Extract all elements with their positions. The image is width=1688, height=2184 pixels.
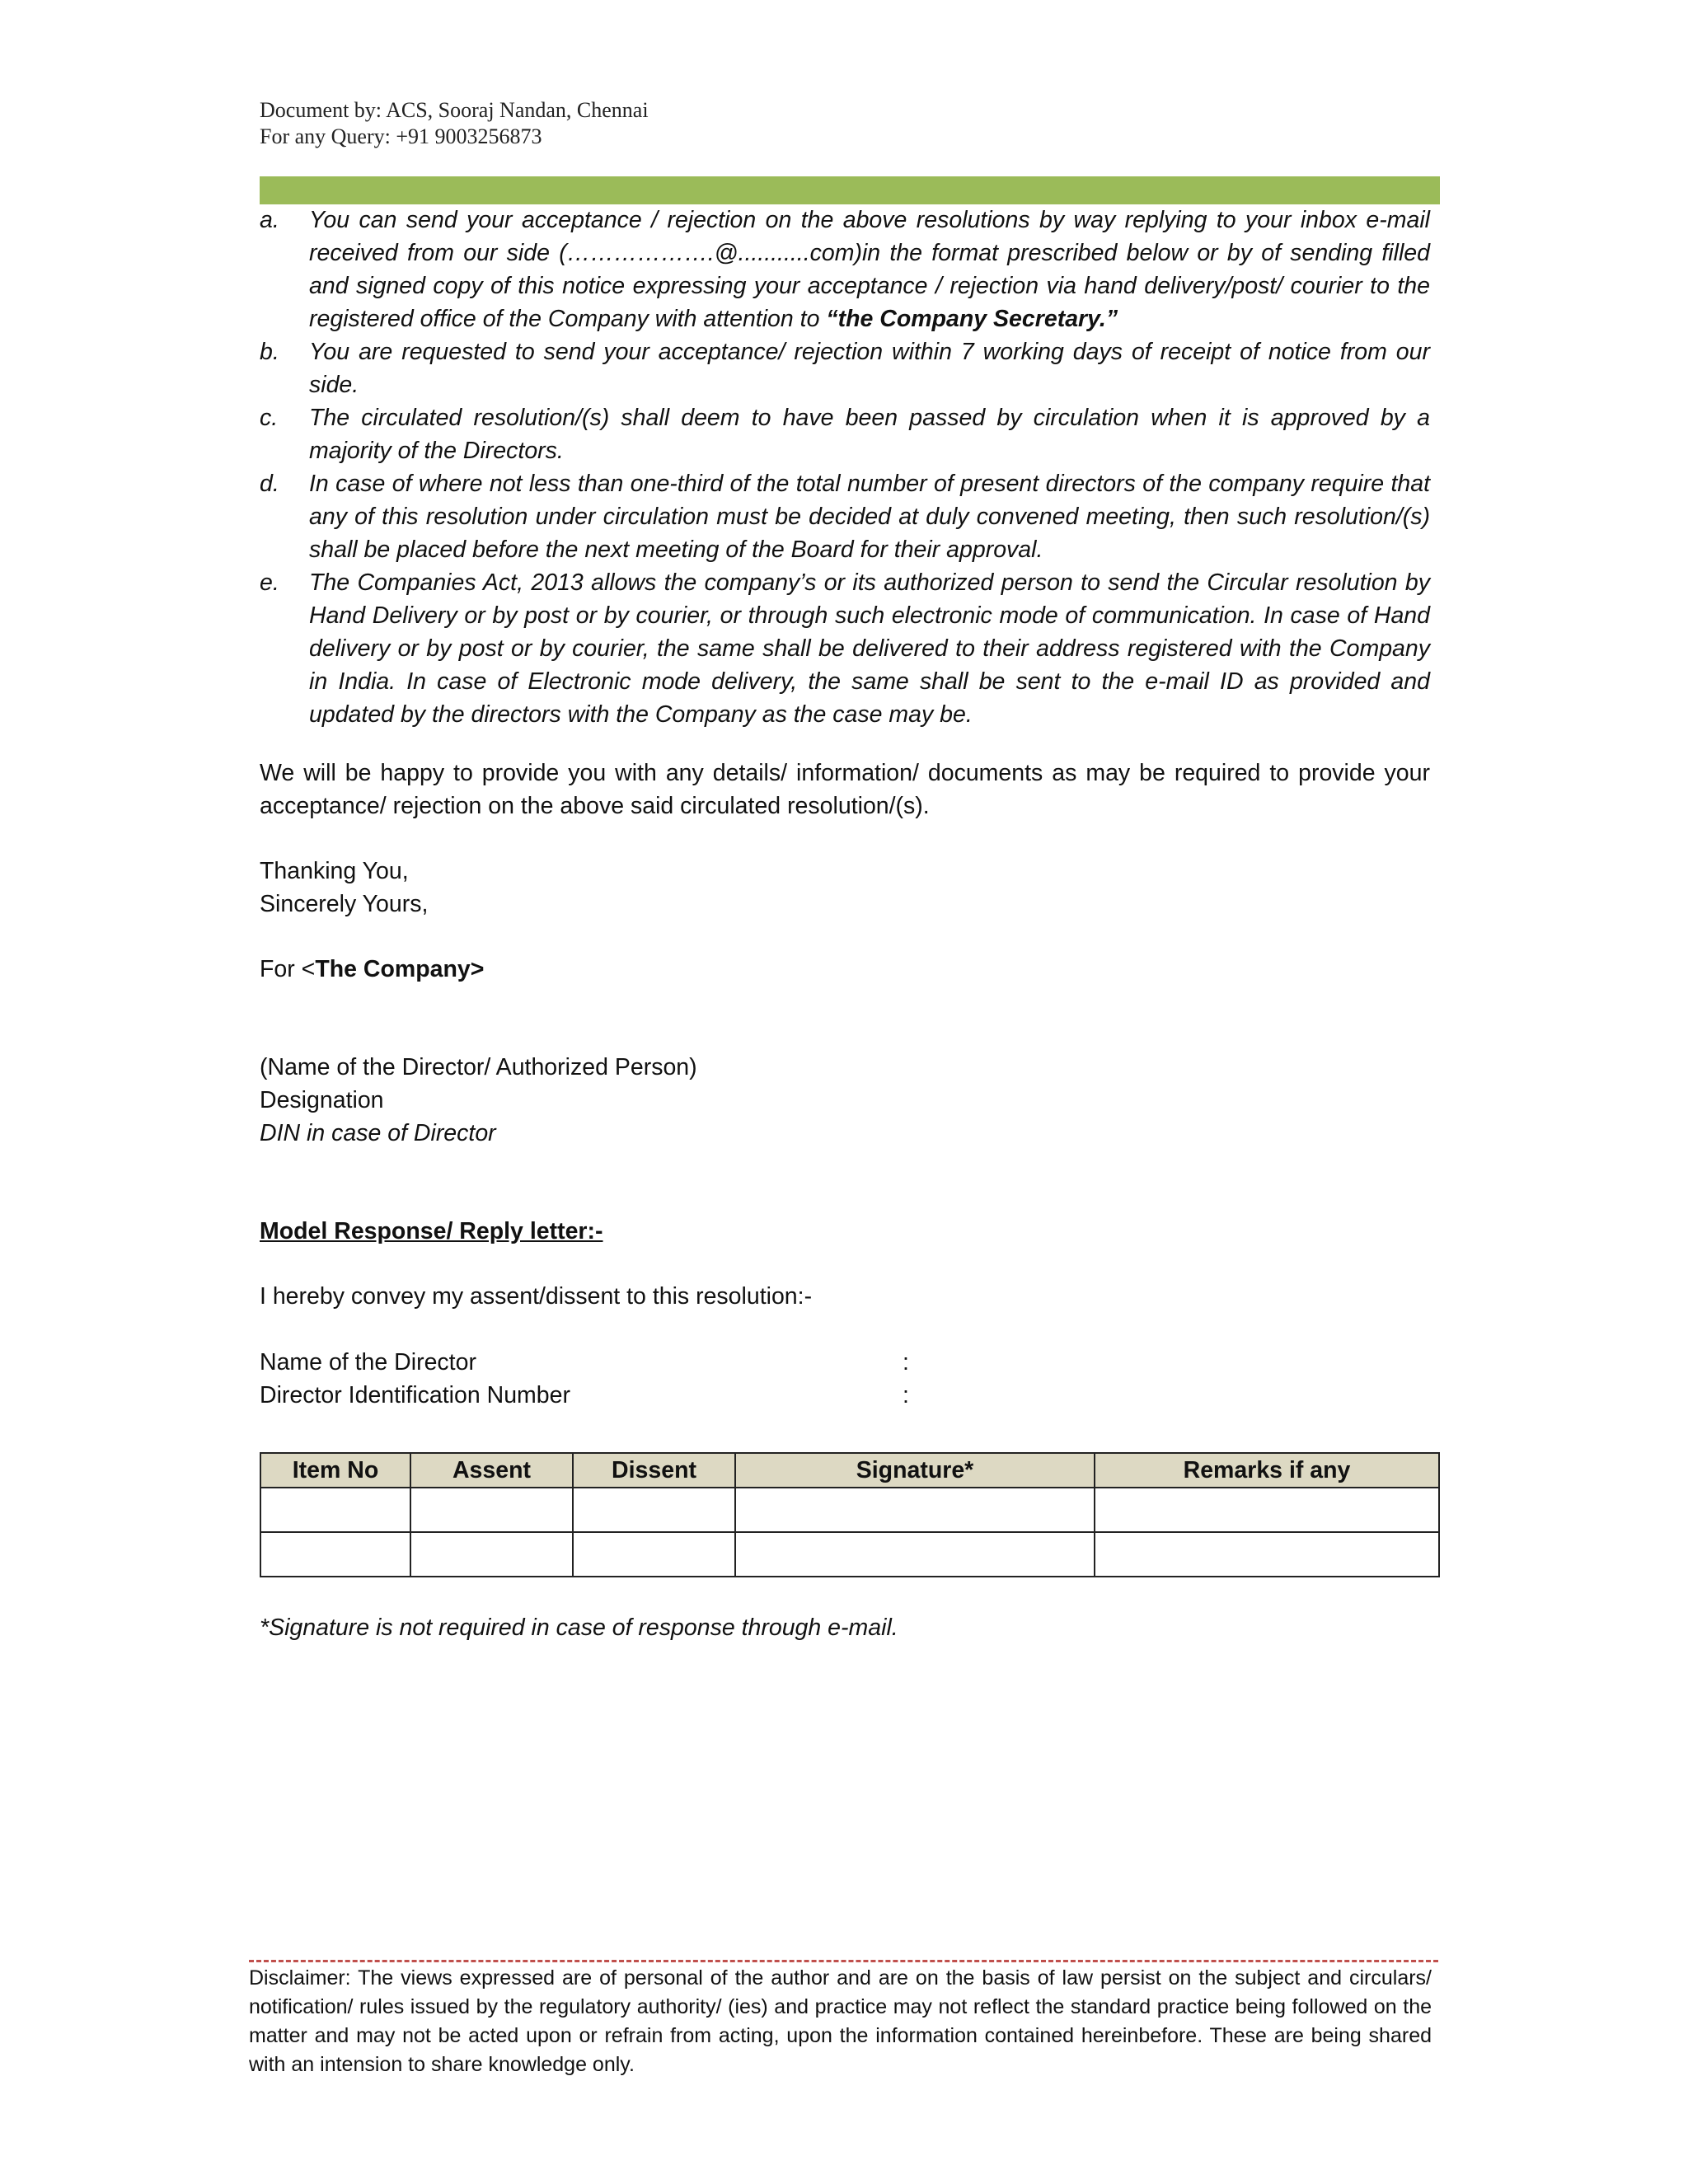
- table-cell: [260, 1488, 410, 1532]
- note-marker: e.: [260, 569, 279, 596]
- disclaimer-text: Disclaimer: The views expressed are of personal of the author and are on the basis of law persist on the subject and circulars/ notification/ rules issued by the regulatory authority/ (ies) and practice may not reflect the standard practice being followed on the matter and may not be acted upon or refrain from acting, upon the information contained hereinbefore. These are being shared with an intension to share knowledge only.: [249, 1966, 1432, 2076]
- table-cell: [573, 1532, 735, 1577]
- note-item: [260, 566, 1430, 731]
- field-colon: :: [903, 1349, 909, 1376]
- note-item: [260, 401, 1430, 467]
- query-line: For any Query: +91 9003256873: [260, 124, 542, 148]
- sincerely-line: Sincerely Yours,: [260, 891, 429, 917]
- header-assent: Assent: [410, 1453, 573, 1488]
- note-text: In case of where not less than one-third of the total number of present directors of the company require that any of this resolution under circulation must be decided at duly convened meeting, then such resolution/(s) shall be placed before the next meeting of the Board for their approval.: [309, 471, 1430, 563]
- header-item-no: Item No: [260, 1453, 410, 1488]
- note-marker: c.: [260, 405, 279, 431]
- signatory-name: (Name of the Director/ Authorized Person): [260, 1054, 697, 1080]
- document-header: [260, 97, 649, 150]
- note-text: You can send your acceptance / rejection on the above resolutions by way replying to your inbox e-mail received from our side (……………….@...........com)in the format prescribed below or by of sending filled and signed copy of this notice expressing your acceptance / rejection via hand delivery/post/ courier to the registered office of the Company with attention to: [309, 207, 1430, 332]
- header-signature: Signature*: [735, 1453, 1095, 1488]
- closing-paragraph: We will be happy to provide you with any details/ information/ documents as may be required to provide your acceptance/ rejection on the above said circulated resolution/(s).: [260, 760, 1430, 819]
- notes-list: [260, 204, 1430, 731]
- table-cell: [573, 1488, 735, 1532]
- note-marker: b.: [260, 339, 279, 365]
- table-cell: [1095, 1532, 1439, 1577]
- din-line: DIN in case of Director: [260, 1120, 496, 1146]
- table-cell: [1095, 1488, 1439, 1532]
- signature-footnote: *Signature is not required in case of response through e-mail.: [260, 1615, 898, 1641]
- din-field: [260, 1379, 909, 1412]
- response-table: [260, 1452, 1440, 1577]
- designation-line: Designation: [260, 1087, 384, 1113]
- table-cell: [410, 1488, 573, 1532]
- model-response-heading: Model Response/ Reply letter:-: [260, 1218, 603, 1244]
- author-line: Document by: ACS, Sooraj Nandan, Chennai: [260, 98, 649, 122]
- accent-bar: [260, 176, 1440, 204]
- for-company-line: [260, 953, 484, 986]
- table-cell: [735, 1532, 1095, 1577]
- header-remarks: Remarks if any: [1095, 1453, 1439, 1488]
- note-emphasis: “the Company Secretary.”: [826, 306, 1118, 332]
- director-name-field: [260, 1346, 909, 1379]
- note-marker: a.: [260, 207, 279, 233]
- header-dissent: Dissent: [573, 1453, 735, 1488]
- thanks-line: Thanking You,: [260, 858, 409, 884]
- field-colon: :: [903, 1382, 909, 1408]
- assent-line: I hereby convey my assent/dissent to this resolution:-: [260, 1283, 813, 1310]
- table-cell: [735, 1488, 1095, 1532]
- note-text: You are requested to send your acceptance/ rejection within 7 working days of receipt of notice from our side.: [309, 339, 1430, 398]
- table-cell: [410, 1532, 573, 1577]
- note-text: The Companies Act, 2013 allows the company’s or its authorized person to send the Circular resolution by Hand Delivery or by post or by courier, or through such electronic mode of communication. In case of Hand delivery or by post or by courier, the same shall be delivered to their address registered with the Company in India. In case of Electronic mode delivery, the same shall be sent to the e-mail ID as provided and updated by the directors with the Company as the case may be.: [309, 569, 1430, 728]
- table-row: [260, 1532, 1439, 1577]
- note-text: The circulated resolution/(s) shall deem to have been passed by circulation when it is approved by a majority of the Directors.: [309, 405, 1430, 464]
- field-label: Name of the Director: [260, 1349, 476, 1376]
- for-prefix: For <: [260, 956, 316, 982]
- table-header-row: [260, 1453, 1439, 1488]
- note-marker: d.: [260, 471, 279, 497]
- company-name: The Company>: [315, 956, 485, 982]
- table-row: [260, 1488, 1439, 1532]
- note-item: [260, 335, 1430, 401]
- table-cell: [260, 1532, 410, 1577]
- field-label: Director Identification Number: [260, 1382, 570, 1408]
- note-item: [260, 467, 1430, 566]
- note-item: [260, 204, 1430, 335]
- footer-divider: [249, 1960, 1438, 1962]
